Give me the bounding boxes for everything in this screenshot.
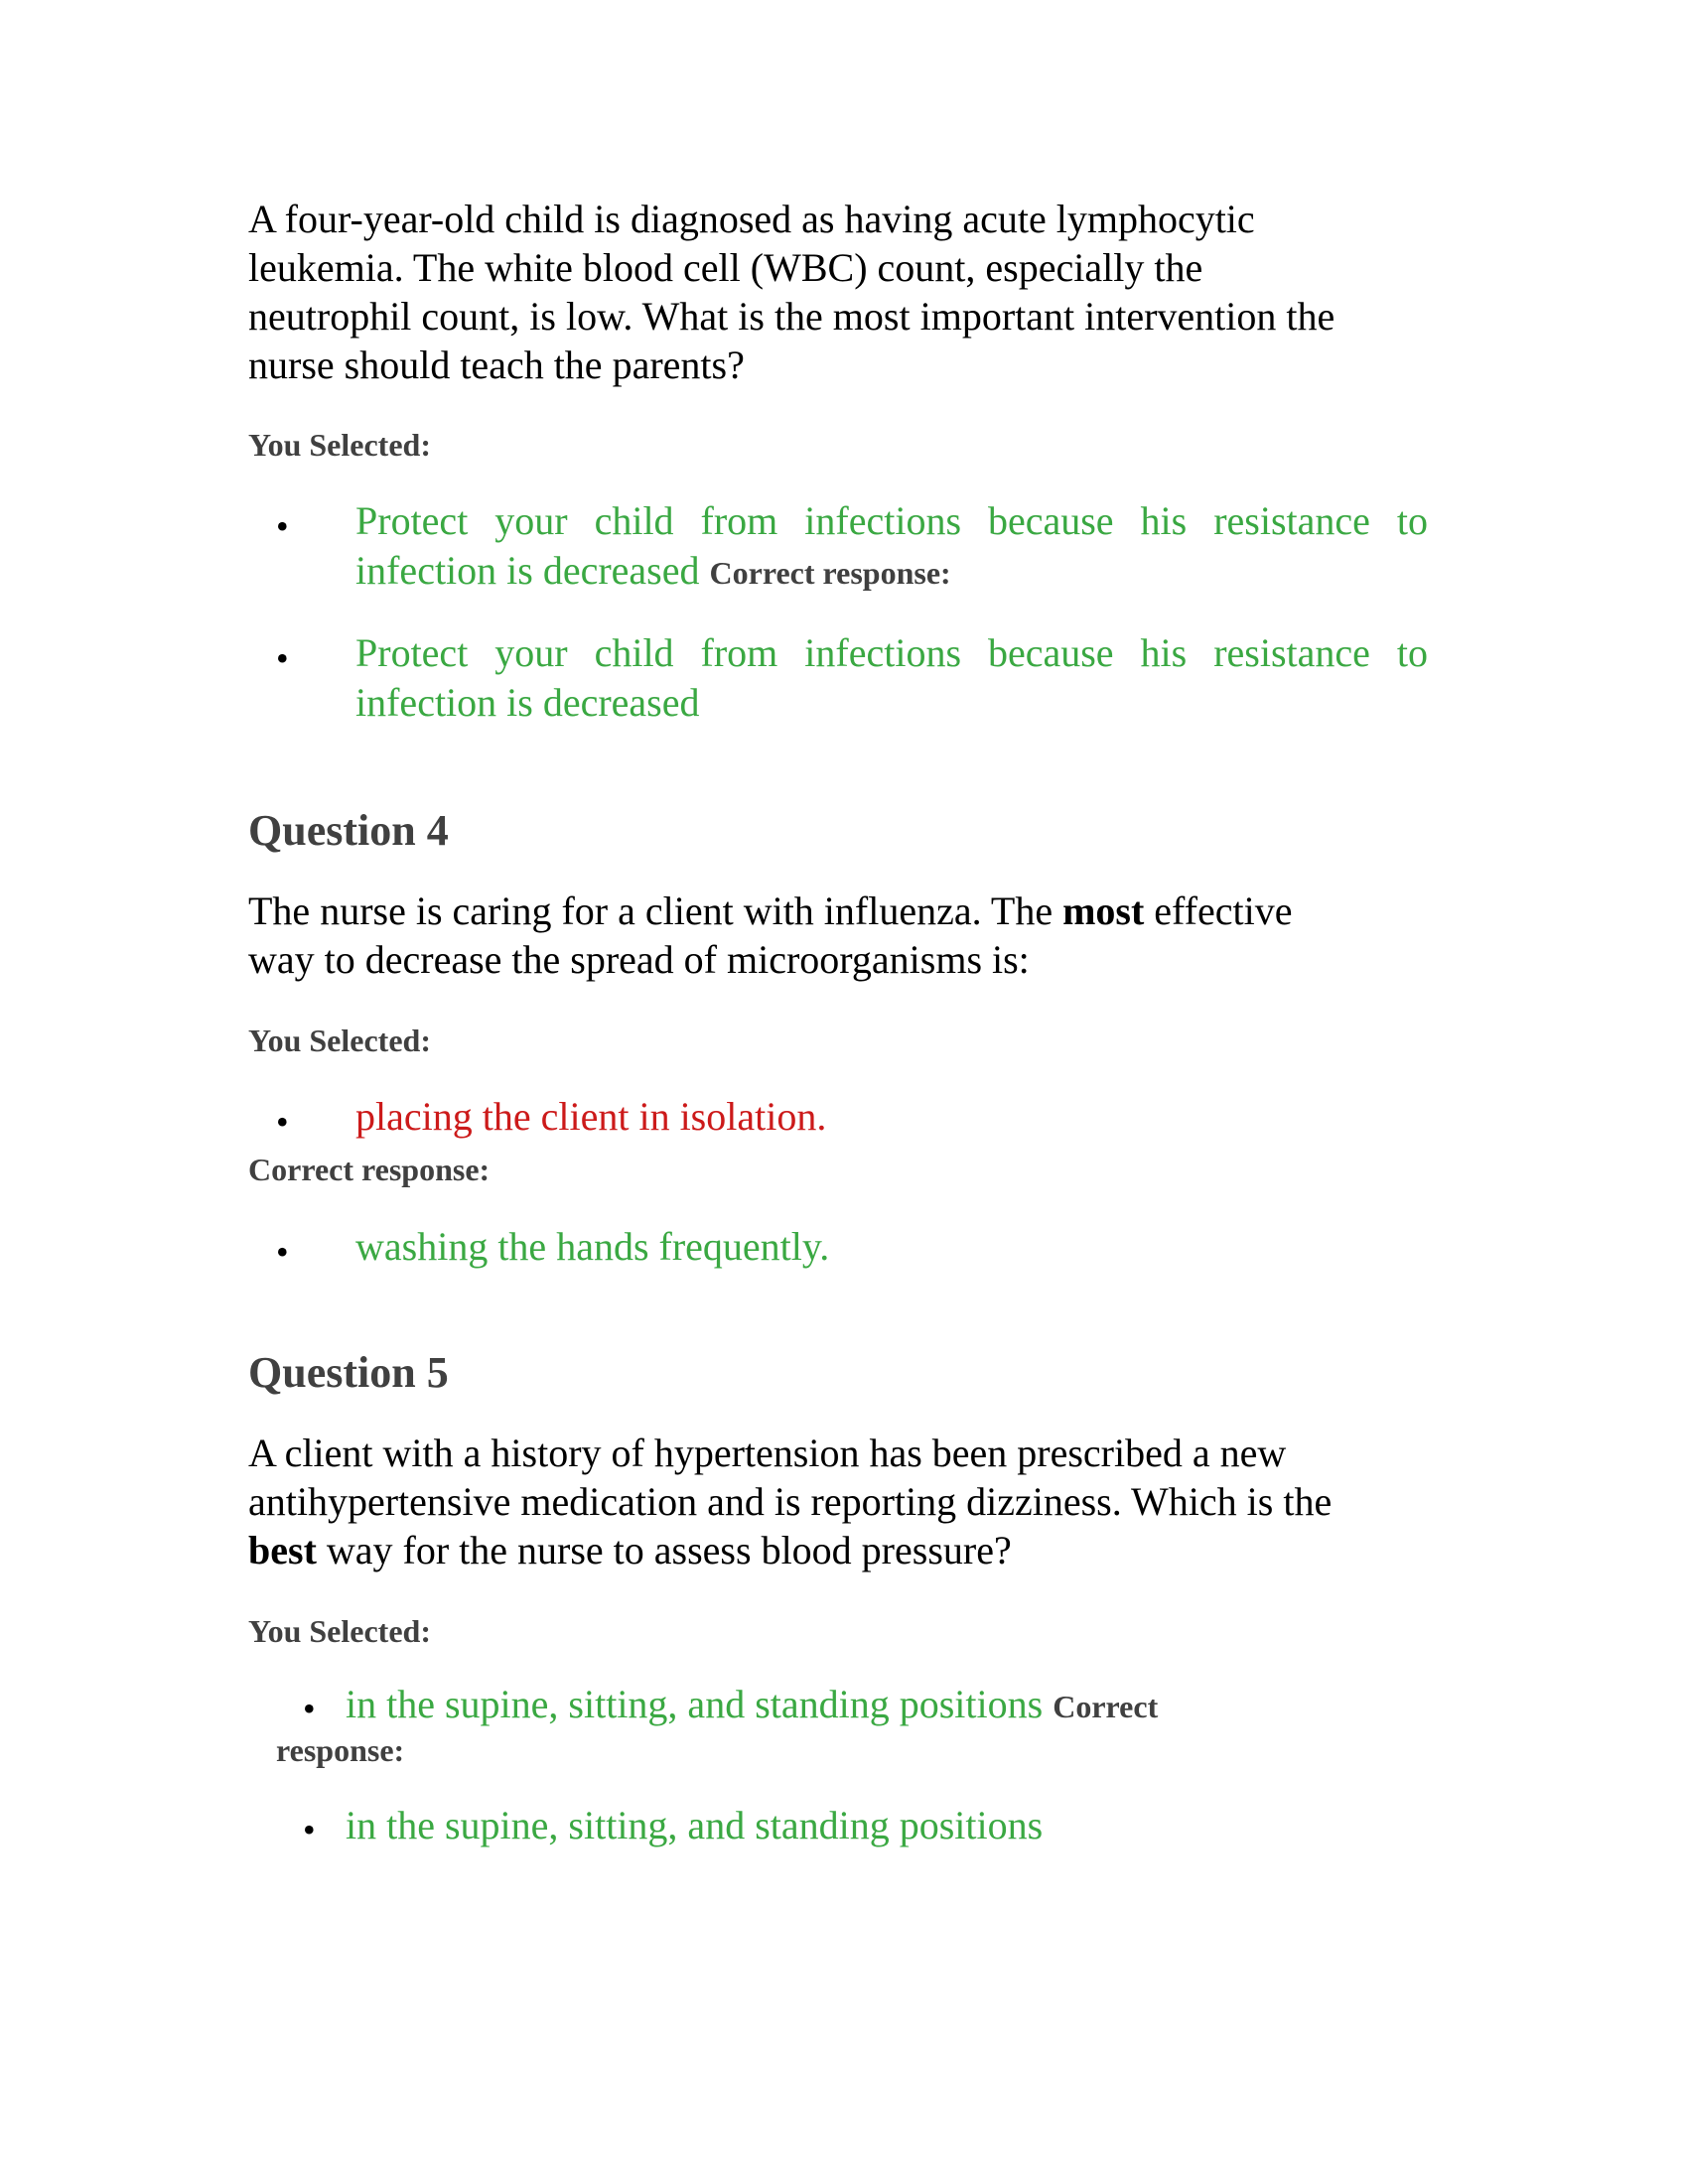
- q5-selected-text: in the supine, sitting, and standing positions: [346, 1682, 1044, 1726]
- q3-correct-answer: [355, 628, 1428, 728]
- q3-selected-line2: infection is decreased: [355, 548, 700, 593]
- q4-stem-bold: most: [1062, 888, 1145, 933]
- q4-selected-answer: placing the client in isolation.: [355, 1094, 827, 1139]
- q4-stem-text: effective: [1144, 888, 1293, 933]
- q3-selected-line1: Protect your child from infections because his resistance to: [355, 498, 1428, 543]
- q5-selected-answer: [346, 1680, 1158, 1731]
- q4-stem: [248, 887, 1539, 984]
- q4-you-selected-label: You Selected:: [248, 1023, 431, 1058]
- q5-stem-line1: A client with a history of hypertension has been prescribed a new: [248, 1431, 1287, 1475]
- q4-correct-answer: washing the hands frequently.: [355, 1224, 830, 1269]
- bullet-icon: •: [276, 506, 289, 546]
- q3-stem-line: A four-year-old child is diagnosed as having acute lymphocytic: [248, 197, 1255, 241]
- bullet-icon: •: [276, 638, 289, 678]
- q3-correct-line2: infection is decreased: [355, 680, 700, 725]
- bullet-icon: •: [303, 1689, 316, 1728]
- q3-correct-label: Correct response:: [709, 555, 951, 591]
- q4-heading: Question 4: [248, 806, 449, 855]
- bullet-icon: •: [276, 1232, 289, 1272]
- q3-stem-line: leukemia. The white blood cell (WBC) count, especially the: [248, 245, 1203, 290]
- q5-stem-text: way for the nurse to assess blood pressure?: [316, 1528, 1012, 1572]
- q5-you-selected-label: You Selected:: [248, 1613, 431, 1649]
- q3-correct-line1: Protect your child from infections because his resistance to: [355, 630, 1428, 675]
- q3-stem-line: nurse should teach the parents?: [248, 342, 745, 387]
- q5-correct-answer: in the supine, sitting, and standing positions: [346, 1803, 1044, 1847]
- bullet-icon: •: [276, 1102, 289, 1142]
- q3-selected-answer: [355, 496, 1428, 598]
- q5-correct-label-part1: Correct: [1053, 1689, 1159, 1724]
- q3-stem: [248, 195, 1539, 389]
- q4-stem-text: The nurse is caring for a client with influenza. The: [248, 888, 1063, 933]
- bullet-icon: •: [303, 1810, 316, 1849]
- q5-heading: Question 5: [248, 1348, 449, 1397]
- q3-you-selected-label: You Selected:: [248, 427, 431, 463]
- q5-stem-bold: best: [248, 1528, 317, 1572]
- q4-stem-line2: way to decrease the spread of microorganisms is:: [248, 937, 1030, 982]
- q3-stem-line: neutrophil count, is low. What is the most important intervention the: [248, 294, 1336, 339]
- q4-correct-label: Correct response:: [248, 1152, 491, 1187]
- q5-correct-label-part2: response:: [276, 1732, 405, 1768]
- q5-stem-line2: antihypertensive medication and is reporting dizziness. Which is the: [248, 1479, 1333, 1524]
- q5-stem: [248, 1429, 1539, 1574]
